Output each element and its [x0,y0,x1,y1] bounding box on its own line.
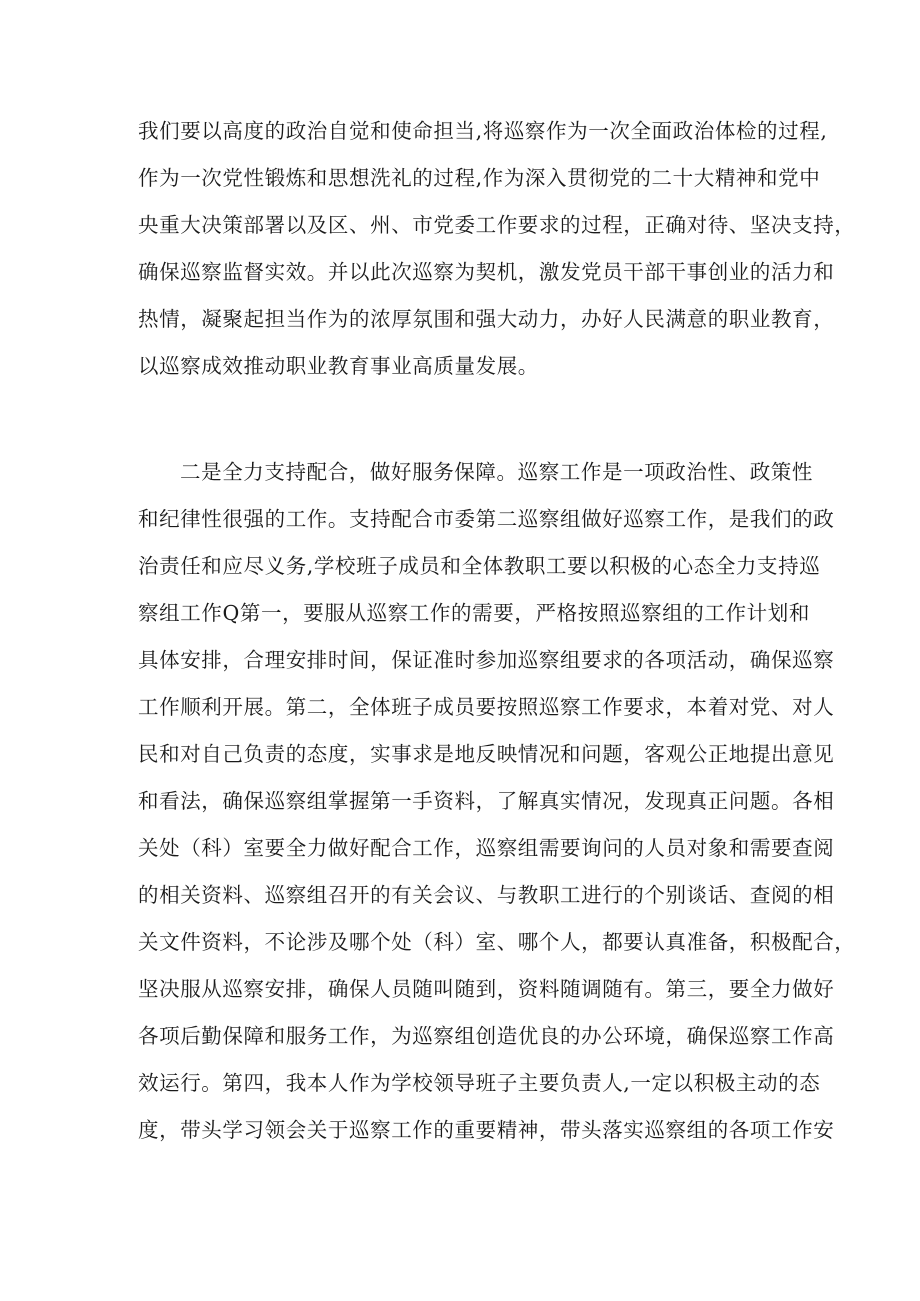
paragraph-line: 二是全力支持配合，做好服务保障。巡察工作是一项政治性、政策性 [180,460,813,484]
paragraph-line: 察组工作Q第一，要服从巡察工作的需要，严格按照巡察组的工作计划和 [138,601,810,625]
paragraph-line: 各项后勤保障和服务工作，为巡察组创造优良的办公环境，确保巡察工作高 [138,1024,835,1048]
paragraph-line: 和纪律性很强的工作。支持配合市委第二巡察组做好巡察工作，是我们的政 [138,507,835,531]
paragraph-line: 工作顺利开展。第二，全体班子成员要按照巡察工作要求，本着对党、对人 [138,695,835,719]
paragraph-line: 热情，凝聚起担当作为的浓厚氛围和强大动力，办好人民满意的职业教育， [138,307,835,331]
paragraph-line: 和看法，确保巡察组掌握第一手资料，了解真实情况，发现真正问题。各相 [138,789,835,813]
paragraph-line: 坚决服从巡察安排，确保人员随叫随到，资料随调随有。第三，要全力做好 [138,977,835,1001]
paragraph-line: 以巡察成效推动职业教育事业高质量发展。 [138,354,539,378]
paragraph-line: 关文件资料，不论涉及哪个处（科）室、哪个人，都要认真准备，积极配合， [138,930,856,954]
paragraph-line: 效运行。第四，我本人作为学校领导班子主要负责人,一定以积极主动的态 [138,1071,821,1095]
paragraph-line: 央重大决策部署以及区、州、市党委工作要求的过程，正确对待、坚决支持， [138,213,856,237]
paragraph-line: 具体安排，合理安排时间，保证准时参加巡察组要求的各项活动，确保巡察 [138,648,835,672]
paragraph-line: 关处（科）室要全力做好配合工作，巡察组需要询问的人员对象和需要查阅 [138,836,835,860]
paragraph-line: 作为一次党性锻炼和思想洗礼的过程,作为深入贯彻党的二十大精神和党中 [138,166,821,190]
paragraph-line: 确保巡察监督实效。并以此次巡察为契机，激发党员干部干事创业的活力和 [138,260,835,284]
paragraph-line: 治责任和应尽义务,学校班子成员和全体教职工要以积极的心态全力支持巡 [138,554,821,578]
paragraph-line: 民和对自己负责的态度，实事求是地反映情况和问题，客观公正地提出意见 [138,742,835,766]
paragraph-line: 度，带头学习领会关于巡察工作的重要精神，带头落实巡察组的各项工作安 [138,1118,835,1142]
paragraph-line: 的相关资料、巡察组召开的有关会议、与教职工进行的个别谈话、查阅的相 [138,883,835,907]
paragraph-line: 我们要以高度的政治自觉和使命担当,将巡察作为一次全面政治体检的过程, [138,119,828,143]
